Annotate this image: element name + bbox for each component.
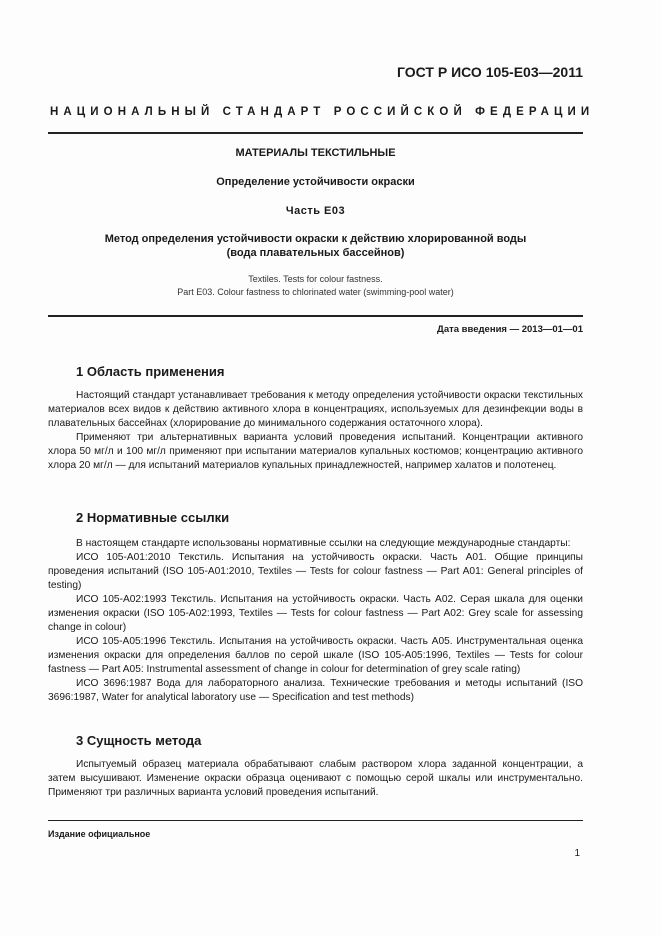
national-standard-banner: НАЦИОНАЛЬНЫЙ СТАНДАРТ РОССИЙСКОЙ ФЕДЕРАЦИИ: [50, 106, 595, 118]
section1-paragraph: Применяют три альтернативных варианта условий проведения испытаний. Концентрации активного хлора 50 мг/л и 100 мг/л применяют при испытании материалов купальных костюмов; концентрацию активного хлора 20 мг/л — для испытаний материалов купальных принадлежностей, например халатов и полотенец.: [48, 432, 583, 471]
section3-heading: 3 Сущность метода: [76, 733, 202, 748]
section2-paragraph: ИСО 105-A01:2010 Текстиль. Испытания на устойчивость окраски. Часть A01. Общие принципы проведения испытаний (ISO 105-A01:2010, Textiles — Tests for colour fastness — Part A01: General principles of testing): [48, 552, 583, 591]
section3-body: [48, 758, 583, 800]
section2-paragraph: ИСО 105-A02:1993 Текстиль. Испытания на устойчивость окраски. Часть A02. Серая шкала для оценки изменения окраски (ISO 105-A02:1993, Textiles — Tests for colour fastness — Part A02: Grey scale for assessing change in colour): [48, 594, 583, 633]
title-sub: Определение устойчивости окраски: [216, 176, 415, 188]
title-part: Часть E03: [285, 205, 346, 217]
section2-body: [48, 537, 583, 705]
top-rule: [48, 132, 583, 134]
section2-paragraph: В настоящем стандарте использованы нормативные ссылки на следующие международные стандарты:: [76, 538, 571, 549]
section1-body: [48, 389, 583, 473]
document-code: ГОСТ Р ИСО 105-E03—2011: [397, 64, 583, 80]
section2-paragraph: ИСО 3696:1987 Вода для лабораторного анализа. Технические требования и методы испытаний (ISO 3696:1987, Water for analytical laboratory use — Specification and test methods): [48, 678, 583, 703]
english-title-line2: Part E03. Colour fastness to chlorinated water (swimming-pool water): [177, 287, 454, 297]
title-main: МАТЕРИАЛЫ ТЕКСТИЛЬНЫЕ: [235, 147, 396, 159]
english-title-line1: Textiles. Tests for colour fastness.: [248, 274, 383, 284]
section1-heading: 1 Область применения: [76, 364, 225, 379]
mid-rule: [48, 315, 583, 317]
section1-paragraph: Настоящий стандарт устанавливает требования к методу определения устойчивости окраски текстильных материалов всех видов к действию активного хлора в концентрациях, используемых для дезинфекции воды в плавательных бассейнах (хлорирование до минимального содержания остаточного хлора).: [48, 390, 583, 429]
section2-heading: 2 Нормативные ссылки: [76, 510, 230, 525]
page-number: 1: [574, 848, 580, 859]
footer-rule: [48, 820, 583, 821]
title-method-line2: (вода плавательных бассейнов): [226, 247, 405, 259]
title-method: [48, 232, 583, 260]
section3-paragraph: Испытуемый образец материала обрабатывают слабым раствором хлора заданной концентрации, а затем высушивают. Изменение окраски образца оценивают с помощью серой шкалы или инструментально. Применяют три различных варианта условий проведения испытаний.: [48, 759, 583, 798]
title-method-line1: Метод определения устойчивости окраски к действию хлорированной воды: [104, 233, 527, 245]
section2-paragraph: ИСО 105-A05:1996 Текстиль. Испытания на устойчивость окраски. Часть A05. Инструментальная оценка изменения окраски для определения баллов по серой шкале (ISO 105-A05:1996, Textiles — Tests for colour fastness — Part A05: Instrumental assessment of change in colour for determination of grey scale rating): [48, 636, 583, 675]
english-title: [48, 273, 583, 299]
official-edition-label: Издание официальное: [48, 829, 151, 839]
date-of-introduction: Дата введения — 2013—01—01: [437, 324, 583, 335]
